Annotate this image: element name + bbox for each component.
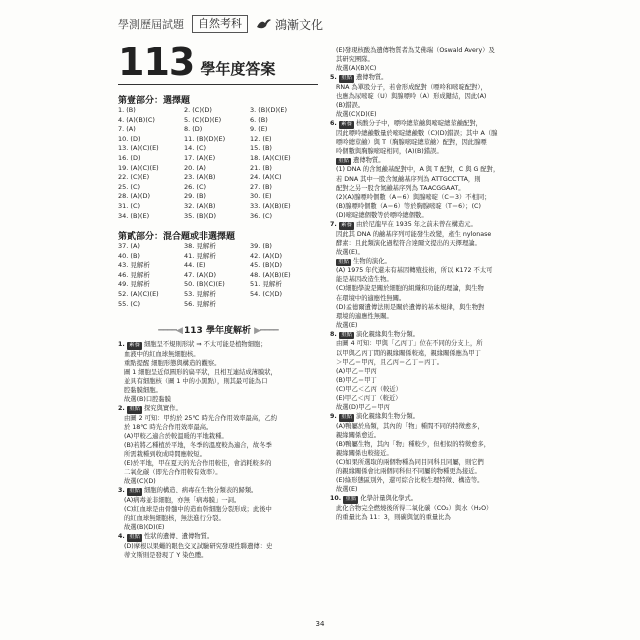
answer-row	[118, 135, 318, 145]
answer-cell: 45. (B)(D)	[250, 261, 283, 270]
analysis-text: 故選(E)。	[336, 248, 364, 256]
analysis-text: 化學計量與化學式。	[360, 495, 418, 503]
analysis-line	[118, 542, 318, 551]
analysis-line	[330, 73, 530, 83]
answer-cell: 10. (D)	[118, 134, 141, 143]
analysis-text: 故選(A)(B)(C)	[336, 65, 377, 73]
analysis-text: 探究與實作。	[143, 405, 182, 413]
answer-cell: 30. (E)	[250, 192, 272, 201]
analysis-title	[118, 323, 318, 336]
answer-cell: 3. (B)(D)(E)	[250, 106, 288, 114]
analysis-text: (C)甲乙＜乙丙（較近）	[336, 385, 402, 393]
answer-cell: 25. (C)	[118, 182, 141, 191]
analysis-text: (D)嘧啶總個數等於嘌呤總個數。	[336, 211, 428, 219]
answer-cell: 35. (B)(D)	[184, 211, 217, 220]
analysis-text: 蒂文斯則是發現了 Y 染色體。	[124, 551, 208, 559]
answer-cell: 40. (B)	[118, 251, 140, 260]
answer-cell: 50. (B)(C)(E)	[184, 280, 225, 289]
analysis-line	[330, 485, 530, 494]
answer-row	[118, 116, 318, 126]
divider-right: ▶━━━━	[254, 326, 278, 336]
answer-cell: 29. (B)	[184, 192, 206, 201]
analysis-item	[330, 257, 530, 330]
tag-badge: 重點	[340, 75, 352, 82]
brand-logo	[256, 16, 323, 33]
tag-badge: 重點	[340, 414, 352, 421]
answer-cell: 6. (B)	[250, 115, 268, 124]
analysis-line	[330, 412, 530, 422]
answer-cell: 53. 見解析	[184, 289, 216, 298]
analysis-text: 酵素：且此類演化過程符合達爾文提出的天擇理論。	[336, 239, 481, 247]
answer-row	[118, 280, 318, 290]
analysis-text: (A) 1975 年代還未有基因轉殖技術，所以 K172 不太可	[336, 267, 493, 275]
answer-cell: 12. (E)	[250, 134, 272, 143]
answer-cell: 54. (C)(D)	[250, 289, 283, 298]
answer-row	[118, 164, 318, 174]
answer-cell: 22. (C)(E)	[118, 173, 150, 182]
analysis-line	[330, 266, 530, 275]
analysis-text: (D)摩根以果蠅的眼色交叉試驗研究發現性聯遺傳：史	[124, 542, 273, 550]
analysis-text: 故選(C)(D)	[124, 478, 156, 486]
analysis-line	[330, 248, 530, 257]
answer-cell: 52. (A)(C)(E)	[118, 289, 159, 298]
analysis-item	[330, 330, 530, 412]
title-rule	[118, 84, 318, 85]
tag-badge: 重點	[345, 496, 357, 503]
answer-row	[118, 183, 318, 193]
analysis-line	[330, 339, 530, 348]
answer-row	[118, 106, 318, 116]
analysis-line	[330, 275, 530, 284]
analysis-line	[330, 257, 530, 267]
answer-cell: 47. (A)(D)	[184, 270, 216, 279]
analysis-line	[118, 532, 318, 542]
answer-cell: 20. (A)	[184, 163, 206, 172]
analysis-text: 所需栽種到收成時間應較短。	[124, 450, 206, 458]
analysis-line	[330, 376, 530, 385]
analysis-text: 在環境中的適應性無關。	[336, 294, 406, 302]
part2-answer-grid	[118, 242, 318, 309]
answer-cell: 31. (C)	[118, 201, 141, 210]
answer-row	[118, 202, 318, 212]
answer-cell: 37. (A)	[118, 242, 140, 250]
analysis-text: 也應為尿嘧啶（U）與腺嘌呤（A）形成鍵結，因此(A)	[336, 92, 487, 100]
analysis-text: 故選(B)(D)(E)	[124, 524, 165, 532]
answer-cell: 34. (B)(E)	[118, 211, 150, 220]
analysis-text: (E)綠形態區別外，還可綜合比較生理特徵、構造等。	[336, 477, 484, 485]
answer-cell: 1. (B)	[118, 106, 136, 114]
analysis-text: 親緣關係也較接近。	[336, 449, 393, 457]
analysis-line	[330, 321, 530, 330]
answer-cell: 51. 見解析	[250, 280, 282, 289]
left-analysis-column	[118, 340, 318, 560]
answer-cell: 48. (A)(B)(E)	[250, 270, 291, 279]
divider-left: ━━━━◀	[158, 326, 185, 336]
analysis-line	[330, 385, 530, 394]
answer-cell: 21. (B)	[250, 163, 272, 172]
answer-cell: 24. (A)(C)	[250, 173, 282, 182]
answer-cell: 43. 見解析	[118, 261, 150, 270]
answer-cell: 4. (A)(B)(C)	[118, 115, 155, 124]
analysis-line	[330, 165, 530, 174]
answer-row	[118, 290, 318, 300]
title-text: 學年度答案	[200, 60, 276, 78]
analysis-text: 由圖 2 可知：甲約於 25℃ 時光合作用效率最高，乙約	[124, 414, 278, 422]
analysis-line	[330, 494, 530, 504]
answer-cell: 13. (A)(C)(E)	[118, 144, 159, 153]
answer-row	[118, 242, 318, 252]
answer-row	[118, 125, 318, 135]
analysis-line	[118, 441, 318, 450]
answer-cell: 9. (E)	[250, 125, 268, 134]
tag-badge: 重點	[128, 488, 140, 495]
analysis-line	[118, 486, 318, 496]
analysis-line	[118, 551, 318, 560]
answer-row	[118, 212, 318, 222]
answer-cell: 23. (A)(B)	[184, 173, 216, 182]
analysis-line	[330, 110, 530, 119]
analysis-text: 血液中的紅血球無細胞核。	[124, 350, 200, 358]
analysis-text: 故選(E)	[336, 486, 358, 494]
analysis-line	[330, 184, 530, 193]
analysis-line	[330, 367, 530, 376]
analysis-text: 嘌呤總莖鹼）與 T（胸腺嘧啶總莖鹼）配對，因此腺嘌	[336, 138, 487, 146]
analysis-text: 於 18℃ 時光合作用效率最高。	[124, 423, 213, 431]
analysis-line	[330, 422, 530, 431]
analysis-item	[118, 532, 318, 560]
analysis-line	[118, 496, 318, 505]
analysis-line	[118, 414, 318, 423]
answer-cell: 28. (A)(D)	[118, 192, 150, 201]
right-analysis-column	[330, 46, 530, 522]
analysis-line	[330, 358, 530, 367]
answer-row	[118, 154, 318, 164]
subject-badge: 自然考科	[192, 15, 248, 33]
analysis-item	[118, 486, 318, 532]
analysis-text: 故選(E)	[336, 321, 358, 329]
analysis-item	[330, 156, 530, 220]
analysis-text: 親緣關係愈近。	[336, 431, 381, 439]
analysis-line	[330, 147, 530, 156]
analysis-text: (A)甲乙＝甲丙	[336, 367, 377, 375]
analysis-line	[330, 101, 530, 110]
analysis-line	[330, 202, 530, 211]
analysis-text: RNA 為單股分子，若會形成配對（嘌呤和嘧啶配對），	[336, 83, 487, 91]
analysis-line	[118, 359, 318, 368]
analysis-text: 細胞呈不規則形狀 ⇒ 不太可能是植物細胞；	[143, 341, 267, 348]
answer-cell: 41. 見解析	[184, 251, 216, 260]
analysis-text: 此化合物完全燃燒後所得二氧化碳（CO₂）與水（H₂O）	[336, 504, 493, 512]
answer-cell: 19. (A)(C)(E)	[118, 163, 159, 172]
analysis-line	[330, 403, 530, 412]
analysis-line	[330, 467, 530, 476]
page-number: 34	[315, 620, 325, 628]
tag-badge: 重點	[338, 258, 350, 265]
analysis-line	[330, 129, 530, 138]
analysis-line	[330, 64, 530, 73]
analysis-text: 以甲與乙丙丁間的親緣關係較遠，親緣關係應為甲丁	[336, 349, 481, 357]
analysis-text: 性狀的遺傳、遺傳物質。	[143, 533, 214, 541]
tag-badge: 素養	[340, 222, 352, 228]
answer-row	[118, 252, 318, 262]
analysis-line	[118, 395, 318, 404]
answer-cell: 16. (D)	[118, 153, 141, 162]
analysis-text: 二氧化碳（即光合作用較有效率）。	[124, 469, 222, 477]
analysis-line	[330, 303, 530, 312]
analysis-line	[330, 83, 530, 92]
part1-heading: 第壹部分：選擇題	[118, 96, 191, 106]
analysis-line	[118, 340, 318, 350]
analysis-text: (1) DNA 的含氮鹼基配對中，A 與 T 配對，C 與 G 配對，	[336, 166, 500, 174]
bird-logo-icon	[256, 17, 272, 31]
analysis-line	[330, 312, 530, 321]
analysis-line	[330, 211, 530, 220]
analysis-text: (C)細胞學說是關於細胞的組織和功能的理論，與生物	[336, 285, 484, 293]
analysis-line	[330, 440, 530, 449]
analysis-text: (E)於平地，甲在夏天的光合作用較佳，會消耗較多的	[124, 460, 272, 468]
analysis-item	[330, 119, 530, 156]
analysis-line	[330, 284, 530, 293]
part1-answer-grid	[118, 106, 318, 221]
question-number: 3.	[118, 487, 127, 495]
answer-cell: 36. (C)	[250, 211, 273, 220]
analysis-text: (A)甲較乙適合於較溫暖的平地栽種。	[124, 432, 228, 440]
analysis-text: 細胞的構造、病毒在生物分類表的歸類。	[143, 487, 258, 495]
answer-cell: 2. (C)(D)	[184, 106, 212, 114]
answer-cell: 56. 見解析	[184, 299, 216, 308]
analysis-line	[118, 432, 318, 441]
tag-badge: 素養	[128, 342, 140, 348]
answer-cell: 44. (E)	[184, 261, 206, 270]
analysis-text: 生物的演化。	[353, 257, 391, 265]
brand-name: 鴻漸文化	[275, 17, 324, 32]
question-number: 8.	[330, 330, 339, 338]
question-number: 9.	[330, 413, 339, 421]
analysis-text: 演化親緣與生物分類。	[355, 330, 419, 338]
analysis-text: 由圖 4 可知：甲與「乙丙丁」位在不同的分支上，所	[336, 340, 483, 348]
analysis-text: 故選(C)(D)(E)	[336, 111, 377, 119]
analysis-text: (B)腺嘌呤個數（A＝6）等於胸腺嘧啶（T＝6）；(C)	[336, 202, 481, 210]
analysis-text: (C)如果所選取的兩個物種為同目同科且同屬，則它們	[336, 459, 484, 467]
analysis-text: (A)病毒並非細胞，亦無「病毒膜」一詞。	[124, 496, 241, 504]
analysis-line	[330, 175, 530, 184]
analysis-line	[330, 138, 530, 147]
answer-row	[118, 173, 318, 183]
analysis-line	[118, 477, 318, 486]
answer-row	[118, 144, 318, 154]
analysis-line	[330, 220, 530, 230]
answer-cell: 32. (A)(B)	[184, 201, 216, 210]
answer-cell: 46. 見解析	[118, 270, 150, 279]
tag-badge: 重點	[340, 331, 352, 338]
title-year: 113	[118, 40, 195, 84]
analysis-line	[118, 350, 318, 359]
analysis-text: 遺傳物質。	[353, 156, 385, 164]
analysis-line	[330, 156, 530, 166]
tag-badge: 重點	[128, 406, 140, 413]
analysis-text: 核酸分子中，嘌呤總莖鹼與嘧啶總莖鹼配對，	[355, 120, 482, 128]
analysis-line	[330, 504, 530, 513]
analysis-item	[330, 46, 530, 73]
analysis-line	[330, 239, 530, 248]
question-number: 2.	[118, 405, 127, 413]
analysis-text: 故選(D)甲乙＝甲丙	[336, 404, 390, 412]
analysis-text: (E)發現核酸為遺傳物質者為艾佛瑞（Oswald Avery）及	[336, 47, 495, 54]
analysis-text: 重點提醒 細胞形態與構造的觀察。	[124, 359, 221, 367]
answer-cell: 39. (B)	[250, 242, 272, 250]
analysis-text: (E)甲乙＜丙丁（較近）	[336, 395, 402, 402]
analysis-line	[118, 450, 318, 459]
analysis-line	[118, 523, 318, 532]
analysis-line	[330, 294, 530, 303]
analysis-text: 其研究團隊。	[336, 56, 374, 64]
analysis-line	[118, 468, 318, 477]
tag-badge: 素養	[340, 121, 352, 128]
analysis-text: (B)鴨屬生物，其內「物」種較少，但相似的特徵愈多，	[336, 440, 491, 448]
page-header	[118, 14, 323, 34]
question-number: 10.	[330, 495, 344, 503]
answer-cell: 17. (A)(E)	[184, 153, 216, 162]
analysis-text: 呤個數與胸腺嘧啶相同，(A)(B)錯誤。	[336, 147, 443, 155]
answer-cell: 14. (C)	[184, 144, 207, 153]
answer-cell: 42. (A)(D)	[250, 251, 282, 260]
tag-badge: 重點	[338, 157, 350, 164]
analysis-text: (A)鴨屬於鳥類，其內的「物」種間不同的特徵愈多，	[336, 422, 484, 430]
answer-cell: 26. (C)	[184, 182, 207, 191]
answer-cell: 15. (B)	[250, 144, 272, 153]
analysis-text: 圖 1 細胞呈近似圓形的扁平狀，且相互連結成薄膜狀，	[124, 368, 277, 376]
analysis-text: 由於尼龍早在 1935 年之前未曾在構造元。	[355, 221, 477, 228]
answer-row	[118, 271, 318, 281]
analysis-line	[330, 449, 530, 458]
analysis-line	[330, 46, 530, 55]
analysis-line	[118, 377, 318, 386]
analysis-item	[330, 220, 530, 257]
analysis-item	[330, 494, 530, 522]
question-number: 1.	[118, 341, 127, 348]
answer-row	[118, 300, 318, 310]
analysis-text: 並具有細胞核（圖 1 中的小黑點），則其最可能為口	[124, 377, 268, 385]
analysis-text: 遺傳物質。	[355, 74, 388, 82]
analysis-line	[330, 193, 530, 202]
analysis-line	[118, 404, 318, 414]
question-number: 5.	[330, 74, 339, 82]
analysis-line	[330, 349, 530, 358]
analysis-line	[330, 119, 530, 129]
answer-cell: 38. 見解析	[184, 242, 216, 250]
analysis-line	[118, 505, 318, 514]
page-title	[118, 40, 276, 84]
analysis-line	[330, 394, 530, 403]
analysis-line	[118, 386, 318, 395]
analysis-line	[118, 368, 318, 377]
analysis-text: 能是基因改造生物。	[336, 276, 393, 284]
analysis-line	[330, 230, 530, 239]
analysis-text: 演化親緣與生物分類。	[355, 413, 419, 421]
answer-cell: 8. (D)	[184, 125, 203, 134]
answer-cell: 7. (A)	[118, 125, 136, 134]
answer-cell: 18. (A)(C)(E)	[250, 153, 291, 162]
question-number: 6.	[330, 120, 339, 128]
analysis-line	[330, 55, 530, 64]
analysis-text: 環境的適應性無關。	[336, 312, 393, 320]
question-number: 4.	[118, 533, 127, 541]
series-label: 學測歷屆試題	[118, 18, 184, 31]
analysis-line	[330, 476, 530, 485]
analysis-line	[330, 458, 530, 467]
analysis-text: 故選(B)口腔黏膜	[124, 395, 172, 403]
analysis-text: 的親緣關係會比兩個同科但不同屬的物種更為接近。	[336, 468, 481, 476]
analysis-text: 的重量比為 11：3，則碳與氫的重量比為	[336, 514, 451, 522]
answer-row	[118, 261, 318, 271]
analysis-text: (2)(A)腺嘌呤個數（A＝6）與腺嘧啶（C＝3）不相同；	[336, 193, 491, 201]
analysis-item	[118, 404, 318, 486]
analysis-line	[118, 514, 318, 523]
tag-badge: 重點	[128, 534, 140, 541]
analysis-text: ＞甲乙＝甲丙，且乙丙＝乙丁＝丙丁。	[336, 358, 444, 366]
analysis-line	[330, 330, 530, 340]
answer-cell: 27. (B)	[250, 182, 272, 191]
analysis-line	[330, 431, 530, 440]
analysis-item	[330, 73, 530, 119]
analysis-text: (D)孟德爾遺傳法則是關於遺傳的基本規律，與生物對	[336, 303, 485, 311]
answer-cell: 5. (C)(D)(E)	[184, 115, 222, 124]
part2-heading: 第貳部分：混合題或非選擇題	[118, 232, 236, 242]
answer-cell: 49. 見解析	[118, 280, 150, 289]
analysis-text: 若 DNA 其中一股含氮鹼基序列為 ATTGCCTTA，則	[336, 175, 481, 183]
analysis-line	[118, 459, 318, 468]
answer-cell: 55. (C)	[118, 299, 141, 308]
analysis-line	[330, 513, 530, 522]
analysis-text: 的紅血球無細胞核，無法進行分裂。	[124, 515, 225, 522]
analysis-line	[330, 92, 530, 101]
analysis-text: 腔黏膜細胞。	[124, 386, 162, 394]
analysis-item	[118, 340, 318, 404]
question-number: 7.	[330, 221, 339, 228]
analysis-text: 因此嘌呤總鹼數量於嘧啶總鹼數（C)(D)錯誤；其中 A（腺	[336, 129, 498, 137]
answer-cell: 33. (A)(B)(E)	[250, 201, 291, 210]
analysis-text: (B)錯誤。	[336, 101, 365, 109]
answer-cell: 11. (B)(D)(E)	[184, 134, 226, 143]
analysis-text: 因此其 DNA 的鹼基序列可能發生改變，產生 nylonase	[336, 230, 492, 238]
analysis-item	[330, 412, 530, 494]
analysis-text: 配對之另一股含氮鹼基序列為 TAACGGAAT。	[336, 184, 465, 192]
analysis-text: (C)紅血球是由骨髓中的造血幹細胞分裂形成；此後中	[124, 505, 272, 513]
analysis-title-text: 113 學年度解析	[184, 326, 251, 336]
analysis-text: (B)甲乙＝甲丁	[336, 376, 377, 384]
analysis-line	[118, 423, 318, 432]
analysis-text: (B)若將乙種植於平地，冬季的溫度較為適合，故冬季	[124, 441, 272, 449]
answer-cell	[250, 300, 316, 310]
answer-row	[118, 192, 318, 202]
